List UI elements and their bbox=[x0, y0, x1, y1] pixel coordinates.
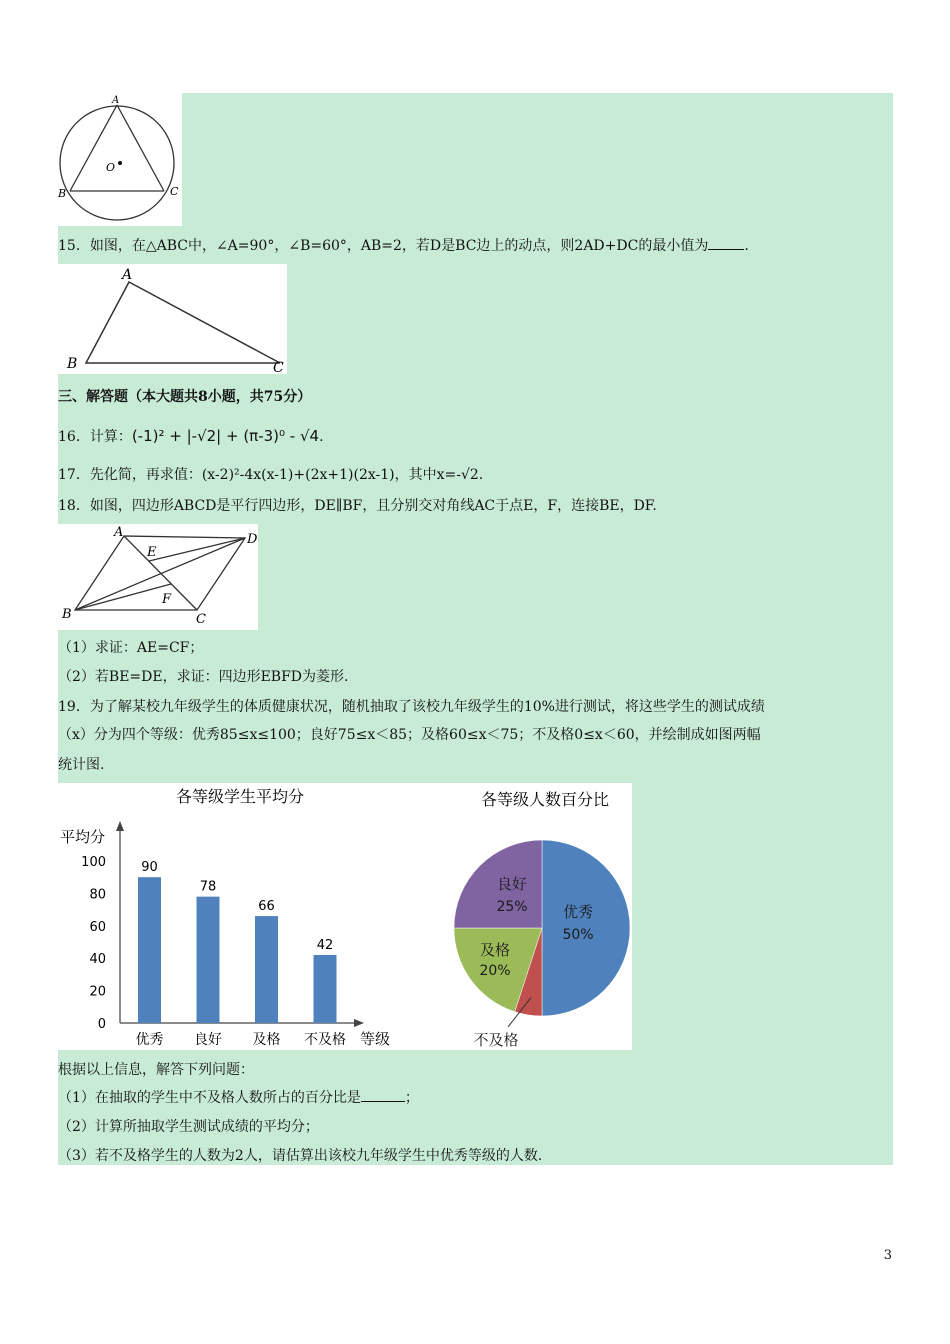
q15-text: 15．如图，在△ABC中，∠A=90°，∠B=60°，AB=2，若D是BC边上的动点，则2AD+DC的最小值为 . bbox=[58, 238, 749, 254]
pie-slice-pct-label: 50% bbox=[562, 927, 594, 943]
label-O: O bbox=[106, 161, 116, 174]
pie-slice-label: 不及格 bbox=[473, 1031, 519, 1049]
q19-after: 根据以上信息，解答下列问题： bbox=[58, 1062, 254, 1078]
bar-y-axis-arrow bbox=[116, 821, 124, 831]
q19-part3: （3）若不及格学生的人数为2人，请估算出该校九年级学生中优秀等级的人数. bbox=[58, 1148, 543, 1164]
bar-x-axis-label: 等级 bbox=[360, 1030, 391, 1048]
highlight-block-q18-fig bbox=[258, 524, 893, 630]
bar-category-label: 良好 bbox=[194, 1032, 222, 1048]
bar-y-tick-label: 80 bbox=[89, 887, 106, 903]
bar-y-tick-label: 20 bbox=[89, 984, 106, 1000]
q19-part1: （1）在抽取的学生中不及格人数所占的百分比是 ； bbox=[58, 1090, 419, 1106]
label-C: C bbox=[170, 185, 179, 198]
pie-chart-title: 各等级人数百分比 bbox=[480, 790, 610, 809]
bar-category-label: 优秀 bbox=[135, 1032, 164, 1048]
pie-slice-pct-label: 25% bbox=[496, 899, 528, 915]
bar-category-label: 及格 bbox=[252, 1032, 281, 1048]
q18-part1: （1）求证：AE=CF； bbox=[58, 640, 204, 656]
q18-part2: （2）若BE=DE，求证：四边形EBFD为菱形. bbox=[58, 669, 349, 685]
bar-3 bbox=[255, 916, 278, 1023]
pg-label-D: D bbox=[247, 532, 258, 547]
tri-label-C: C bbox=[273, 360, 284, 374]
bar-y-tick-label: 60 bbox=[89, 919, 106, 935]
bar-category-label: 不及格 bbox=[304, 1032, 346, 1048]
bar-value-label: 42 bbox=[316, 937, 334, 953]
triangle-figure bbox=[58, 264, 287, 374]
tri-label-B: B bbox=[67, 356, 78, 372]
q18-text: 18．如图，四边形ABCD是平行四边形，DE∥BF，且分别交对角线AC于点E，F，连接BE，DF. bbox=[58, 498, 657, 514]
q19-line1: 19．为了解某校九年级学生的体质健康状况，随机抽取了该校九年级学生的10%进行测试，将这些学生的测试成绩 bbox=[58, 699, 765, 715]
pg-label-A: A bbox=[114, 525, 124, 540]
bar-y-tick-label: 100 bbox=[81, 855, 106, 870]
q16-text: 16．计算：(-1)² + |-√2| + (π-3)⁰ - √4. bbox=[58, 427, 324, 445]
q17-text: 17．先化简，再求值：(x-2)²-4x(x-1)+(2x+1)(2x-1)，其中x=-√2. bbox=[58, 467, 484, 483]
bar-y-axis-label: 平均分 bbox=[60, 828, 106, 846]
q19-line2: （x）分为四个等级：优秀85≤x≤100；良好75≤x＜85；及格60≤x＜75；不及格0≤x＜60，并绘制成如图两幅 bbox=[58, 727, 761, 743]
bar-y-tick-label: 0 bbox=[97, 1017, 106, 1032]
pg-label-E: E bbox=[147, 545, 157, 560]
pie-slice-label: 良好 bbox=[496, 875, 528, 893]
pie-slice-pct-label: 20% bbox=[479, 963, 511, 979]
highlight-block-chart-right bbox=[632, 783, 893, 1050]
bar-chart-title: 各等级学生平均分 bbox=[175, 787, 305, 806]
answer-blank-q19[interactable] bbox=[361, 1089, 405, 1102]
pie-slice-label: 优秀 bbox=[562, 903, 594, 921]
q19-part2: （2）计算所抽取学生测试成绩的平均分； bbox=[58, 1119, 319, 1135]
tri-label-A: A bbox=[122, 267, 133, 283]
bar-value-label: 78 bbox=[199, 879, 217, 895]
highlight-block-top bbox=[182, 93, 893, 226]
parallelogram-figure bbox=[58, 524, 258, 630]
bar-y-tick-label: 40 bbox=[89, 952, 106, 968]
charts-panel bbox=[58, 783, 632, 1050]
bar-value-label: 90 bbox=[141, 860, 158, 876]
bar-1 bbox=[138, 877, 161, 1023]
circle-figure bbox=[58, 93, 182, 226]
bar-x-axis-arrow bbox=[354, 1019, 364, 1027]
bar-4 bbox=[314, 955, 337, 1023]
q19-line3: 统计图. bbox=[58, 757, 105, 773]
section-heading: 三、解答题（本大题共8小题，共75分） bbox=[58, 389, 312, 405]
page-number: 3 bbox=[883, 1248, 892, 1263]
answer-blank[interactable] bbox=[708, 237, 744, 250]
pg-label-C: C bbox=[196, 612, 206, 627]
q16-expression: (-1)² + |-√2| + (π-3)⁰ - √4 bbox=[131, 427, 320, 445]
label-A: A bbox=[112, 95, 120, 106]
pg-label-B: B bbox=[62, 607, 72, 622]
bar-value-label: 66 bbox=[258, 899, 275, 915]
pie-slice-label: 及格 bbox=[479, 941, 511, 959]
label-B: B bbox=[58, 187, 67, 200]
pg-label-F: F bbox=[162, 592, 172, 607]
bar-2 bbox=[197, 897, 220, 1023]
highlight-block-q15-fig bbox=[287, 264, 893, 374]
